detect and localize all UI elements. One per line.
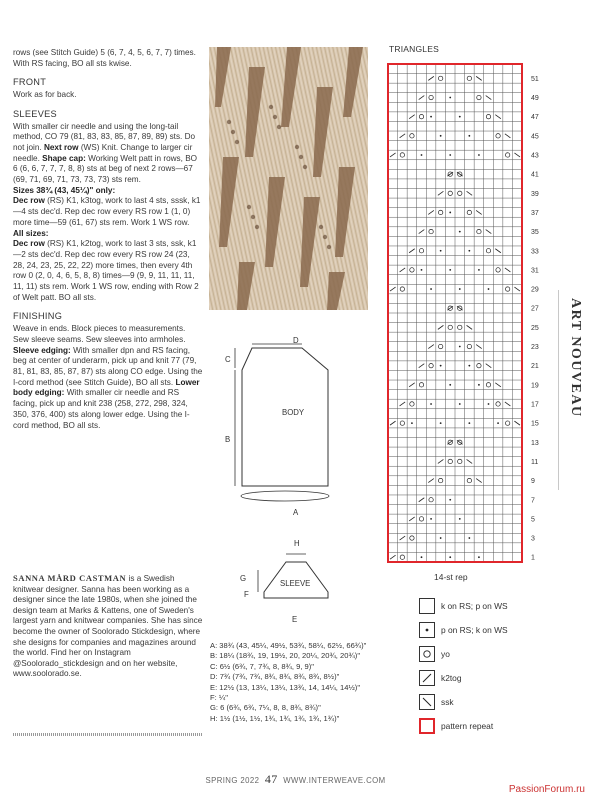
- yo-symbol: [438, 478, 442, 482]
- purl-symbol: [421, 154, 423, 156]
- ssk-symbol: [467, 459, 473, 463]
- yo-symbol: [429, 95, 433, 99]
- yo-symbol: [419, 383, 423, 387]
- yo-symbol: [438, 76, 442, 80]
- yo-symbol: [400, 287, 404, 291]
- row-number: 35: [531, 229, 539, 237]
- purl-symbol: [468, 250, 470, 252]
- yo-symbol: [477, 95, 481, 99]
- section-tab: [558, 290, 591, 490]
- purl-symbol: [430, 288, 432, 290]
- finishing-heading: FINISHING: [13, 311, 63, 322]
- yo-symbol: [477, 363, 481, 367]
- issue-label: SPRING 2022: [205, 776, 260, 785]
- shape-cap-text: Working Welt patt in rows, BO 6 (6, 6, 7, 7, 7, 8, 8) sts at beg of next 2 rows—67 (69, 71, 69, 71, 73, 73, 73) sts rem.: [13, 153, 198, 185]
- row-number: 7: [531, 497, 535, 505]
- purl-symbol: [449, 384, 451, 386]
- row-number: 21: [531, 363, 539, 371]
- row-number: 45: [531, 133, 539, 141]
- ssk-symbol: [486, 230, 492, 234]
- label-f: F: [244, 590, 249, 599]
- row-number: 47: [531, 114, 539, 122]
- row-numbers: [531, 76, 539, 562]
- purl-symbol: [459, 288, 461, 290]
- k2tog-symbol: [428, 479, 434, 483]
- yo-symbol: [448, 191, 452, 195]
- ssk-symbol: [467, 325, 473, 329]
- front-heading: FRONT: [13, 77, 47, 88]
- yo-symbol: [486, 114, 490, 118]
- schematic-diagrams: [210, 330, 360, 630]
- sleeve-edging-text: With smaller dpn and RS facing, beg at center of underarm, pick up and knit 77 (79, 81, 81, 83, 85, 87, 87) sts along CO edge. Using the I-cord method (see Stitch Guide), BO all sts.: [13, 345, 203, 387]
- blank-square-icon: [419, 598, 435, 614]
- yo-symbol: [419, 249, 423, 253]
- yo-symbol: [458, 191, 462, 195]
- measurement-c: C: 6½ (6¾, 7, 7¾, 8, 8¾, 9, 9)": [210, 661, 315, 671]
- k2tog-symbol: [428, 345, 434, 349]
- purl-symbol: [440, 422, 442, 424]
- yo-symbol: [458, 325, 462, 329]
- dot-square-icon: [419, 622, 435, 638]
- yo-symbol: [410, 402, 414, 406]
- page-footer: [0, 772, 591, 787]
- purl-symbol: [497, 422, 499, 424]
- lace-detail-photo: [209, 47, 368, 310]
- sleeves-text: [13, 122, 203, 186]
- row-number: 9: [531, 478, 535, 486]
- yo-symbol: [438, 344, 442, 348]
- row-number: 19: [531, 382, 539, 390]
- yo-symbol: [448, 325, 452, 329]
- yo-symbol: [400, 555, 404, 559]
- k2tog-symbol: [419, 96, 425, 100]
- yo-symbol: [438, 210, 442, 214]
- measurement-h: H: 1½ (1½, 1½, 1¾, 1¾, 1¾, 1¾, 1¾)": [210, 713, 340, 723]
- purl-symbol: [459, 403, 461, 405]
- measurement-d: D: 7¾ (7¾, 7¾, 8¾, 8¾, 8¾, 8¾, 8½)": [210, 672, 340, 682]
- purl-symbol: [468, 537, 470, 539]
- ssk-symbol: [505, 402, 511, 406]
- intro-text: rows (see Stitch Guide) 5 (6, 7, 4, 5, 6, 7, 7) times. With RS facing, BO all sts kwise.: [13, 48, 196, 68]
- yo-symbol: [467, 344, 471, 348]
- row-number: 15: [531, 420, 539, 428]
- purl-symbol: [478, 384, 480, 386]
- yo-symbol: [486, 383, 490, 387]
- purl-symbol: [430, 518, 432, 520]
- row-number: 41: [531, 171, 539, 179]
- purl-symbol: [440, 135, 442, 137]
- sleeve-edging-label: Sleeve edging:: [13, 345, 71, 355]
- watermark: PassionForum.ru: [508, 784, 585, 795]
- ssk-symbol: [505, 134, 511, 138]
- yo-symbol: [467, 478, 471, 482]
- row-number: 13: [531, 439, 539, 447]
- red-outline-square-icon: [419, 718, 435, 734]
- k2tog-symbol: [400, 536, 406, 540]
- ssk-symbol: [495, 115, 501, 119]
- purl-symbol: [459, 231, 461, 233]
- k2tog-symbol: [400, 134, 406, 138]
- yo-symbol: [429, 363, 433, 367]
- ssk-symbol: [505, 268, 511, 272]
- purl-symbol: [449, 154, 451, 156]
- ssk-symbol: [495, 249, 501, 253]
- yo-symbol: [410, 536, 414, 540]
- divider: [13, 733, 203, 736]
- label-h: H: [294, 539, 300, 548]
- label-d: D: [293, 336, 299, 345]
- measurement-g: G: 6 (6¾, 6¾, 7¼, 8, 8, 8¾, 8¾)": [210, 703, 321, 713]
- row-number: 17: [531, 401, 539, 409]
- next-row-label: Next row: [43, 142, 79, 152]
- yo-symbol: [429, 229, 433, 233]
- ssk-symbol: [476, 345, 482, 349]
- website-label: WWW.INTERWEAVE.COM: [283, 776, 386, 785]
- k2tog-symbol: [419, 364, 425, 368]
- purl-symbol: [488, 403, 490, 405]
- page-number: 47: [264, 772, 278, 786]
- ssk-symbol: [514, 287, 520, 291]
- purl-symbol: [430, 403, 432, 405]
- row-number: 5: [531, 516, 535, 524]
- section-tab-label: ART NOUVEAU: [568, 298, 583, 418]
- label-g: G: [240, 574, 247, 583]
- ssk-symbol: [476, 210, 482, 214]
- lower-edging-label: Lower body edging:: [13, 377, 200, 398]
- measurement-e: E: 12½ (13, 13¼, 13¼, 13¾, 14, 14¼, 14½)": [210, 682, 361, 692]
- k2tog-symbol: [419, 230, 425, 234]
- k2tog-symbol: [400, 402, 406, 406]
- yo-symbol: [467, 76, 471, 80]
- k2tog-symbol: [409, 115, 415, 119]
- left-slash-square-icon: [419, 694, 435, 710]
- pattern-instructions: [13, 48, 203, 431]
- yo-symbol: [477, 229, 481, 233]
- label-a: A: [293, 508, 299, 517]
- purl-symbol: [449, 97, 451, 99]
- measurements-list: [210, 641, 410, 724]
- ssk-symbol: [514, 153, 520, 157]
- k2tog-symbol: [400, 268, 406, 272]
- k2tog-symbol: [409, 249, 415, 253]
- sleeves-text-1: With smaller cir needle and using the long-tail method, CO 79 (81, 83, 83, 85, 87, 89, 89) sts. Do not join.: [13, 121, 196, 152]
- dec-row-text-1: (RS) K1, k3tog, work to last 4 sts, sssk, k1—4 sts dec'd. Rep dec row every RS row 1 (1, 0) more time—59 (61, 67) sts rem. Work 1 WS row.: [13, 196, 201, 227]
- purl-symbol: [440, 250, 442, 252]
- sleeves-text-2: (WS) Knit. Change to larger cir needle.: [13, 142, 193, 163]
- purl-symbol: [459, 116, 461, 118]
- measurement-f: F: ¼": [210, 693, 228, 703]
- purl-symbol: [449, 556, 451, 558]
- yo-symbol: [429, 498, 433, 502]
- sleeve-schematic: [240, 539, 328, 624]
- row-number: 39: [531, 190, 539, 198]
- ssk-symbol: [495, 383, 501, 387]
- purl-symbol: [440, 365, 442, 367]
- yo-symbol: [400, 153, 404, 157]
- row-number: 33: [531, 248, 539, 256]
- designer-name: SANNA MÅRD CASTMAN: [13, 573, 127, 583]
- purl-symbol: [449, 212, 451, 214]
- ssk-symbol: [514, 421, 520, 425]
- purl-symbol: [478, 556, 480, 558]
- sleeves-heading: SLEEVES: [13, 108, 57, 119]
- designer-bio-text: is a Swedish knitwear designer. Sanna has been working as a designer since the late 1980s, when she joined the design team at Marks & Kattens, one of Sweden's largest yarn and knitwear companies. She has since become the owner of Soolorado Stickdesign, where she designs for companies and magazines around the world. Find her on Instagram @Soolorado_stickdesign and on her website, www.soolorado.se.: [13, 574, 203, 679]
- purl-symbol: [411, 422, 413, 424]
- triangles-chart: [385, 60, 545, 570]
- purl-symbol: [430, 116, 432, 118]
- measurement-b: B: 18¼ (18¾, 19, 19½, 20, 20¼, 20¾, 20¾)": [210, 651, 361, 661]
- row-number: 23: [531, 344, 539, 352]
- body-label: BODY: [282, 408, 305, 417]
- row-number: 11: [531, 458, 539, 466]
- yo-symbol: [410, 268, 414, 272]
- dec-row-label-1: Dec row: [13, 196, 45, 206]
- ssk-symbol: [476, 479, 482, 483]
- k2tog-symbol: [390, 421, 396, 425]
- yo-symbol: [467, 210, 471, 214]
- sizes-label: Sizes 38¾ (43, 45¼)" only:: [13, 185, 116, 195]
- k2tog-symbol: [409, 383, 415, 387]
- k2tog-symbol: [428, 210, 434, 214]
- row-number: 51: [531, 75, 539, 83]
- row-number: 31: [531, 267, 539, 275]
- purl-symbol: [449, 269, 451, 271]
- k2tog-symbol: [390, 555, 396, 559]
- yo-symbol: [505, 421, 509, 425]
- yo-symbol: [496, 268, 500, 272]
- k2tog-symbol: [390, 153, 396, 157]
- label-e: E: [292, 615, 298, 624]
- finishing-text: Weave in ends. Block pieces to measurements. Sew sleeve seams. Sew sleeves into armholes.: [13, 324, 186, 344]
- ssk-symbol: [476, 76, 482, 80]
- ssk-symbol: [486, 96, 492, 100]
- all-sizes-label: All sizes:: [13, 228, 49, 238]
- purl-symbol: [468, 422, 470, 424]
- yo-symbol: [448, 459, 452, 463]
- front-text: Work as for back.: [13, 90, 77, 100]
- purl-symbol: [449, 499, 451, 501]
- yo-symbol: [496, 402, 500, 406]
- repeat-label: 14-st rep: [434, 572, 468, 582]
- k2tog-symbol: [438, 191, 444, 195]
- lower-edging-text: With smaller cir needle and RS facing, pick up and knit 238 (258, 272, 298, 324, 350, 376, 400) sts along lower edge. Using the I-cord method, BO all sts.: [13, 388, 190, 430]
- row-number: 1: [531, 554, 535, 562]
- row-number: 29: [531, 286, 539, 294]
- circle-square-icon: [419, 646, 435, 662]
- yo-symbol: [486, 249, 490, 253]
- right-slash-square-icon: [419, 670, 435, 686]
- purl-symbol: [421, 556, 423, 558]
- measurement-a: A: 38¾ (43, 45¼, 49½, 53¾, 58¼, 62½, 66¾)": [210, 641, 367, 650]
- purl-symbol: [459, 518, 461, 520]
- k2tog-symbol: [419, 498, 425, 502]
- dec-row-label-2: Dec row: [13, 239, 45, 249]
- k2tog-symbol: [438, 459, 444, 463]
- purl-symbol: [440, 537, 442, 539]
- yo-symbol: [410, 134, 414, 138]
- label-c: C: [225, 355, 231, 364]
- ssk-symbol: [486, 364, 492, 368]
- yo-symbol: [505, 287, 509, 291]
- ssk-symbol: [467, 191, 473, 195]
- yo-symbol: [419, 114, 423, 118]
- label-b: B: [225, 435, 231, 444]
- row-number: 27: [531, 305, 539, 313]
- yo-symbol: [458, 459, 462, 463]
- row-number: 49: [531, 95, 539, 103]
- yo-symbol: [496, 134, 500, 138]
- chart-title: TRIANGLES: [389, 44, 439, 54]
- purl-symbol: [468, 365, 470, 367]
- k2tog-symbol: [390, 287, 396, 291]
- yo-symbol: [505, 153, 509, 157]
- yo-symbol: [419, 517, 423, 521]
- shape-cap-label: Shape cap:: [42, 153, 86, 163]
- yo-symbol: [400, 421, 404, 425]
- dec-row-text-2: (RS) K1, k2tog, work to last 3 sts, ssk, k1—2 sts dec'd. Rep dec row every RS row 24 (23, 28, 24, 23, 25, 22, 22) more times, then every 4th row 0 (2, 0, 4, 6, 5, 8, 8) times—9 (9, 9, 11, 11, 11, 11, 11) sts rem. Work 1 WS row, ending with Row 2 of Welt patt. BO all sts.: [13, 239, 199, 302]
- sleeve-label: SLEEVE: [280, 579, 311, 588]
- purl-symbol: [478, 154, 480, 156]
- k2tog-symbol: [428, 76, 434, 80]
- row-number: 37: [531, 209, 539, 217]
- row-number: 25: [531, 324, 539, 332]
- body-schematic: [225, 336, 329, 517]
- row-number: 3: [531, 535, 535, 543]
- purl-symbol: [421, 269, 423, 271]
- purl-symbol: [488, 288, 490, 290]
- k2tog-symbol: [409, 517, 415, 521]
- designer-bio: [13, 573, 203, 680]
- chart-grid: [388, 64, 522, 562]
- purl-symbol: [459, 346, 461, 348]
- purl-symbol: [478, 269, 480, 271]
- k2tog-symbol: [438, 325, 444, 329]
- row-number: 43: [531, 152, 539, 160]
- purl-symbol: [468, 135, 470, 137]
